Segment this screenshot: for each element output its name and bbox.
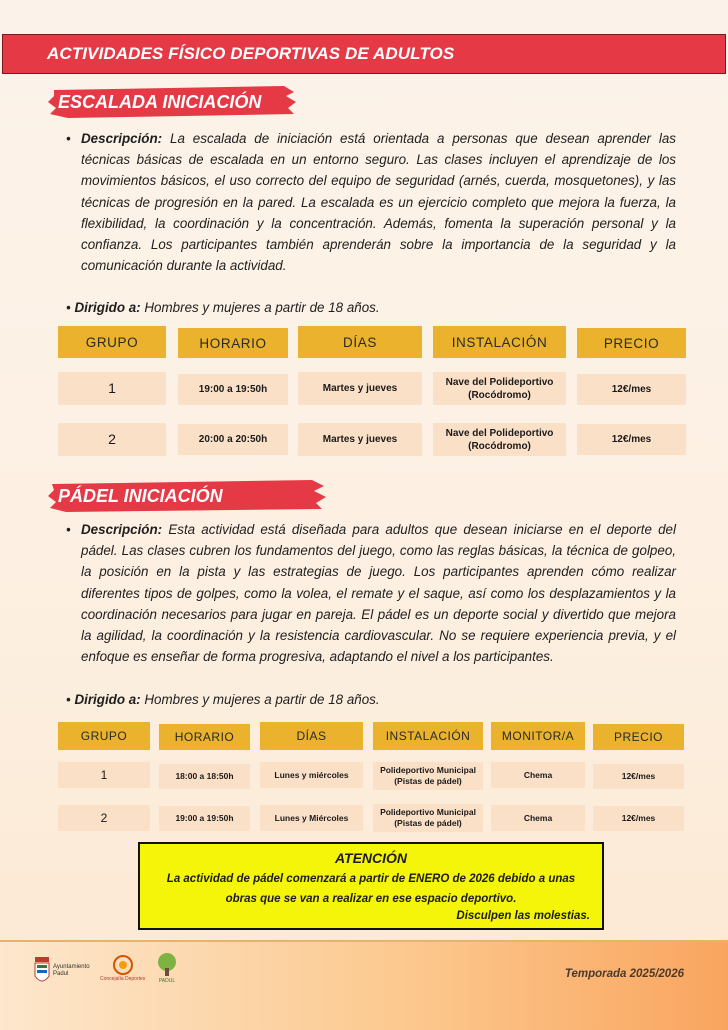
table-cell: Nave del Polideportivo (Rocódromo) <box>433 372 566 405</box>
dirigido-label: Dirigido a: <box>74 300 141 315</box>
table-cell: Lunes y miércoles <box>260 762 363 788</box>
section-heading-escalada <box>48 84 298 120</box>
table-cell: 19:00 a 19:50h <box>159 806 250 831</box>
table-cell: Chema <box>491 805 585 831</box>
col-header-dias: DÍAS <box>298 326 422 358</box>
footer <box>0 940 728 1030</box>
table-cell: Chema <box>491 762 585 788</box>
table-cell: 12€/mes <box>593 764 684 789</box>
section-title: ESCALADA INICIACIÓN <box>58 91 262 112</box>
sports-logo-icon <box>112 954 134 976</box>
description-padel <box>66 519 676 667</box>
col-header-monitor: MONITOR/A <box>491 722 585 750</box>
table-cell: Martes y jueves <box>298 423 422 456</box>
dirigido-padel <box>66 692 380 707</box>
table-cell: 12€/mes <box>577 424 686 455</box>
logo-padul <box>154 952 180 985</box>
table-cell: Martes y jueves <box>298 372 422 405</box>
col-header-instalacion: INSTALACIÓN <box>433 326 566 358</box>
table-cell: 1 <box>58 372 166 405</box>
col-header-horario: HORARIO <box>159 724 250 750</box>
notice-closing: Disculpen las molestias. <box>456 910 590 922</box>
dirigido-text: Hombres y mujeres a partir de 18 años. <box>144 300 380 315</box>
tree-icon <box>154 952 180 978</box>
section-heading-padel <box>48 478 328 514</box>
logo-concejalia <box>100 954 145 983</box>
bullet-icon: • <box>66 131 71 146</box>
logo-text: PADUL <box>158 978 176 984</box>
table-cell: 18:00 a 18:50h <box>159 764 250 789</box>
col-header-horario: HORARIO <box>178 328 288 358</box>
col-header-grupo: GRUPO <box>58 326 166 358</box>
description-label: Descripción: <box>81 522 163 537</box>
col-header-grupo: GRUPO <box>58 722 150 750</box>
description-text: Esta actividad está diseñada para adultos que desean iniciarse en el deporte del pádel. Las clases cubren los fundamentos del juego, como las reglas básicas, la técnica de golpeo, la posición en la pista y las estrategias de juego. Los participantes aprenden cómo realizar diferentes tipos de golpes, como la volea, el remate y el saque, así como los desplazamientos y la coordinación necesarios para jugar en pareja. El pádel es un deporte social y divertido que mejora la agilidad, la coordinación y la resistencia cardiovascular. No se requiere experiencia previa, y el enfoque es enseñar de forma progresiva, adaptando el nivel a los participantes. <box>81 522 676 665</box>
coat-of-arms-icon <box>34 956 50 986</box>
season-label: Temporada 2025/2026 <box>564 968 684 980</box>
table-cell: 2 <box>58 423 166 456</box>
col-header-dias: DÍAS <box>260 722 363 750</box>
page-title: ACTIVIDADES FÍSICO DEPORTIVAS DE ADULTOS <box>47 44 455 63</box>
col-header-precio: PRECIO <box>577 328 686 358</box>
notice-box <box>138 842 604 930</box>
table-cell: 2 <box>58 805 150 831</box>
table-cell: Nave del Polideportivo (Rocódromo) <box>433 423 566 456</box>
table-cell: Lunes y Miércoles <box>260 805 363 831</box>
dirigido-escalada <box>66 300 380 315</box>
description-text: La escalada de iniciación está orientada a personas que desean aprender las técnicas básicas de escalada en un entorno seguro. Las clases incluyen el aprendizaje de los movimientos básicos, el uso correcto del equipo de seguridad (arnés, cuerda, mosquetones), y las técnicas de progresión en la pared. La escalada es un ejercicio completo que mejora la fuerza, la flexibilidad, la coordinación y la concentración. Además, fomenta la superación personal y la confianza. Los participantes también aprenderán sobre la importancia de la seguridad y la comunicación durante la actividad. <box>81 131 676 274</box>
table-cell: Polideportivo Municipal (Pistas de pádel) <box>373 762 483 790</box>
logo-ayuntamiento <box>34 956 89 986</box>
col-header-precio: PRECIO <box>593 724 684 750</box>
bullet-icon: • <box>66 300 71 315</box>
section-title: PÁDEL INICIACIÓN <box>58 485 223 506</box>
dirigido-text: Hombres y mujeres a partir de 18 años. <box>144 692 380 707</box>
notice-message: La actividad de pádel comenzará a partir de ENERO de 2026 debido a unas obras que se van a realizar en ese espacio deportivo. <box>166 873 576 905</box>
table-cell: 19:00 a 19:50h <box>178 374 288 405</box>
col-header-instalacion: INSTALACIÓN <box>373 722 483 750</box>
bullet-icon: • <box>66 692 71 707</box>
table-cell: 12€/mes <box>593 806 684 831</box>
logo-text: Ayuntamiento Padul <box>53 964 90 977</box>
bullet-icon: • <box>66 522 71 537</box>
main-title-banner <box>2 34 726 74</box>
table-cell: Polideportivo Municipal (Pistas de pádel) <box>373 804 483 832</box>
table-cell: 20:00 a 20:50h <box>178 424 288 455</box>
dirigido-label: Dirigido a: <box>74 692 141 707</box>
logo-text: Concejalía Deportes <box>100 976 146 982</box>
description-label: Descripción: <box>81 131 163 146</box>
description-escalada <box>66 128 676 276</box>
notice-title: ATENCIÓN <box>334 850 408 866</box>
table-cell: 12€/mes <box>577 374 686 405</box>
table-cell: 1 <box>58 762 150 788</box>
